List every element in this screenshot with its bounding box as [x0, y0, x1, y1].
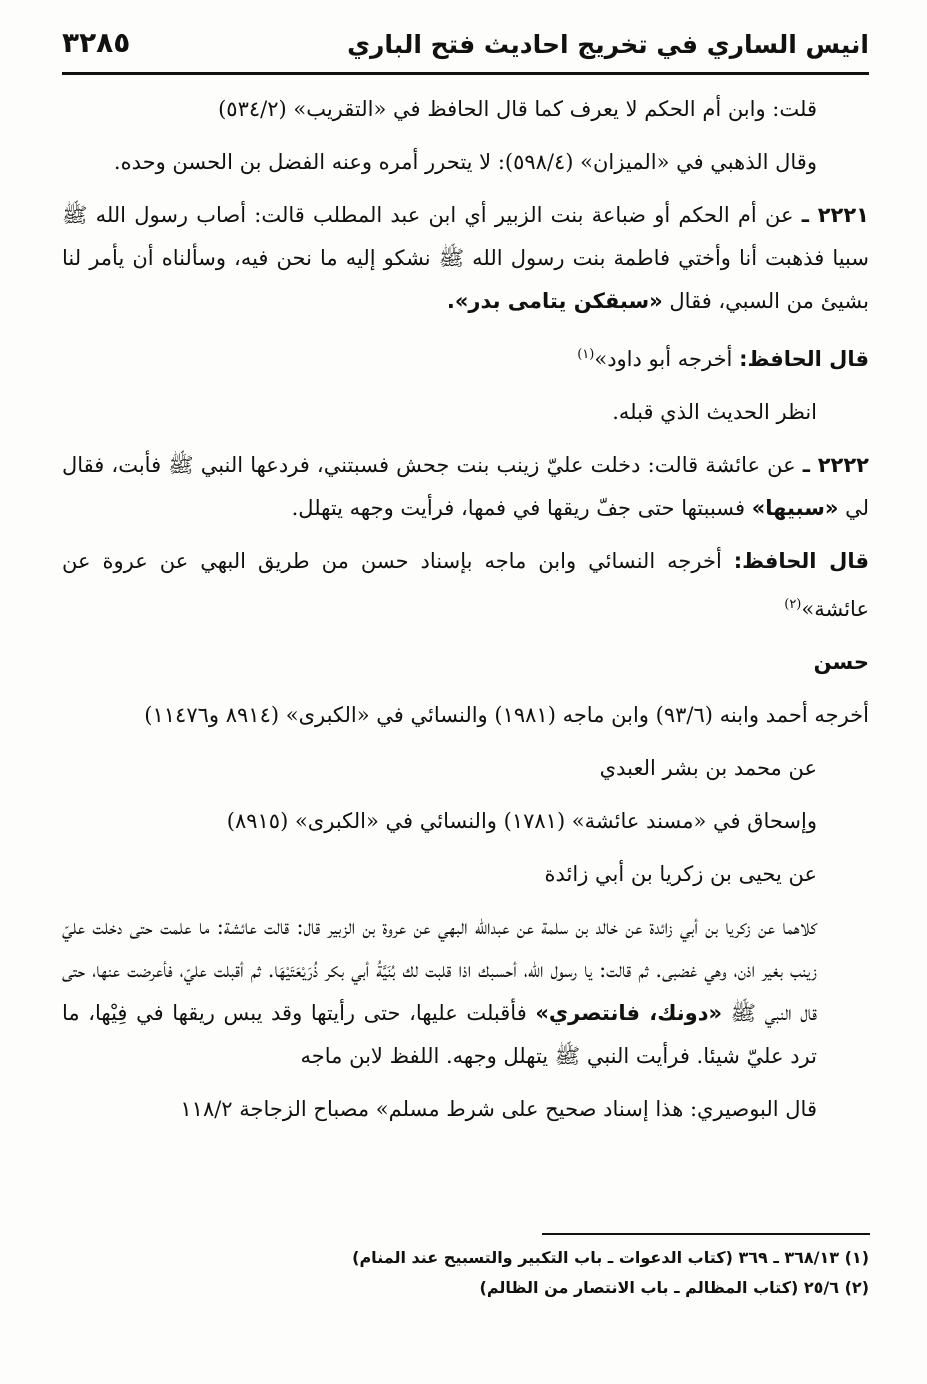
hadith-text: عن عائشة قالت: دخلت عليّ زينب بنت جحش فسبتني، فردعها النبي ﷺ فأبت، فقال لي — [62, 453, 869, 520]
paragraph: أخرجه أحمد وابنه (٩٣/٦) وابن ماجه (١٩٨١) والنسائي في «الكبرى» (٨٩١٤ و١١٤٧٦) — [144, 703, 869, 727]
hafiz-label: قال الحافظ: — [733, 549, 869, 573]
footnote-ref[interactable]: (١) — [577, 347, 595, 362]
paragraph: وقال الذهبي في «الميزان» (٥٩٨/٤): لا يتحرر أمره وعنه الفضل بن الحسن وحده. — [113, 150, 817, 174]
hadith-2222 — [62, 444, 869, 530]
hadith-text: فسببتها حتى جفّ ريقها في فمها، فرأيت وجهه يتهلل. — [291, 496, 752, 520]
paragraph: قال البوصيري: هذا إسناد صحيح على شرط مسلم» مصباح الزجاجة ١١٨/٢ — [180, 1097, 817, 1121]
footnote-1: (١) ٣٦٨/١٣ ـ ٣٦٩ (كتاب الدعوات ـ باب التكبير والتسبيح عند المنام) — [352, 1248, 869, 1267]
page-number: ٣٢٨٥ — [62, 26, 131, 59]
paragraph-text: فأقبلت عليها، حتى رأيتها وقد يبس ريقها في فِيْها، ما ترد عليّ شيئا. فرأيت النبي ﷺ يتهلل وجهه. اللفظ لابن ماجه — [62, 1001, 817, 1068]
hadith-quote: «دونك، فانتصري» — [535, 1001, 723, 1025]
hafiz-label: قال الحافظ: — [739, 347, 869, 371]
paragraph: وإسحاق في «مسند عائشة» (١٧٨١) والنسائي في «الكبرى» (٨٩١٥) — [226, 809, 817, 833]
paragraph — [62, 906, 869, 1078]
hafiz-note — [62, 540, 869, 631]
footnotes — [62, 1243, 869, 1303]
hafiz-note — [62, 333, 869, 381]
footnote-divider — [542, 1233, 870, 1235]
paragraph: عن يحيى بن زكريا بن أبي زائدة — [544, 862, 817, 886]
hadith-text: عن أم الحكم أو ضباعة بنت الزبير أي ابن عبد المطلب قالت: أصاب رسول الله ﷺ سبيا فذهبت أنا وأختي فاطمة بنت رسول الله ﷺ نشكو إليه ما نحن فيه، وسألناه أن يأمر لنا بشيئ من السبي، فقال — [62, 203, 869, 313]
footnote-2: (٢) ٢٥/٦ (كتاب المظالم ـ باب الانتصار من الظالم) — [479, 1278, 869, 1297]
body-text — [62, 88, 869, 1141]
page-header — [62, 22, 869, 75]
paragraph: انظر الحديث الذي قبله. — [612, 400, 817, 424]
paragraph-text: كلاهما عن زكريا بن أبي زائدة عن خالد بن سلمة عن عبدالله البهي عن عروة بن الزبير قال: قالت عائشة: ما علمت حتى دخلت عليّ زينب بغير اذن، وهي غضبى. ثم قالت: يا رسول الله، أحسبك اذا قلبت لك بُنَيَّةُ أبي بكر ذُرَيْعَتَيْهَا. ثم أقبلت عليّ، فأعرضت عنها، حتى قال النبي ﷺ — [62, 915, 817, 1025]
hafiz-text: أخرجه أبو داود» — [594, 347, 740, 371]
hadith-2221 — [62, 194, 869, 323]
paragraph: قلت: وابن أم الحكم لا يعرف كما قال الحافظ في «التقريب» (٥٣٤/٢) — [218, 97, 817, 121]
footnote-ref[interactable]: (٢) — [784, 597, 802, 612]
book-title: انيس الساري في تخريج احاديث فتح الباري — [347, 30, 869, 59]
grading: حسن — [813, 650, 869, 674]
hadith-quote: «سبقكن يتامى بدر». — [446, 289, 663, 313]
hadith-quote: «سبيها» — [751, 496, 839, 520]
hadith-number: ٢٢٢٢ ـ — [802, 453, 869, 477]
paragraph: عن محمد بن بشر العبدي — [599, 756, 817, 780]
hadith-number: ٢٢٢١ ـ — [801, 203, 869, 227]
hafiz-text: أخرجه النسائي وابن ماجه بإسناد حسن من طريق البهي عن عروة عن عائشة» — [62, 549, 869, 621]
